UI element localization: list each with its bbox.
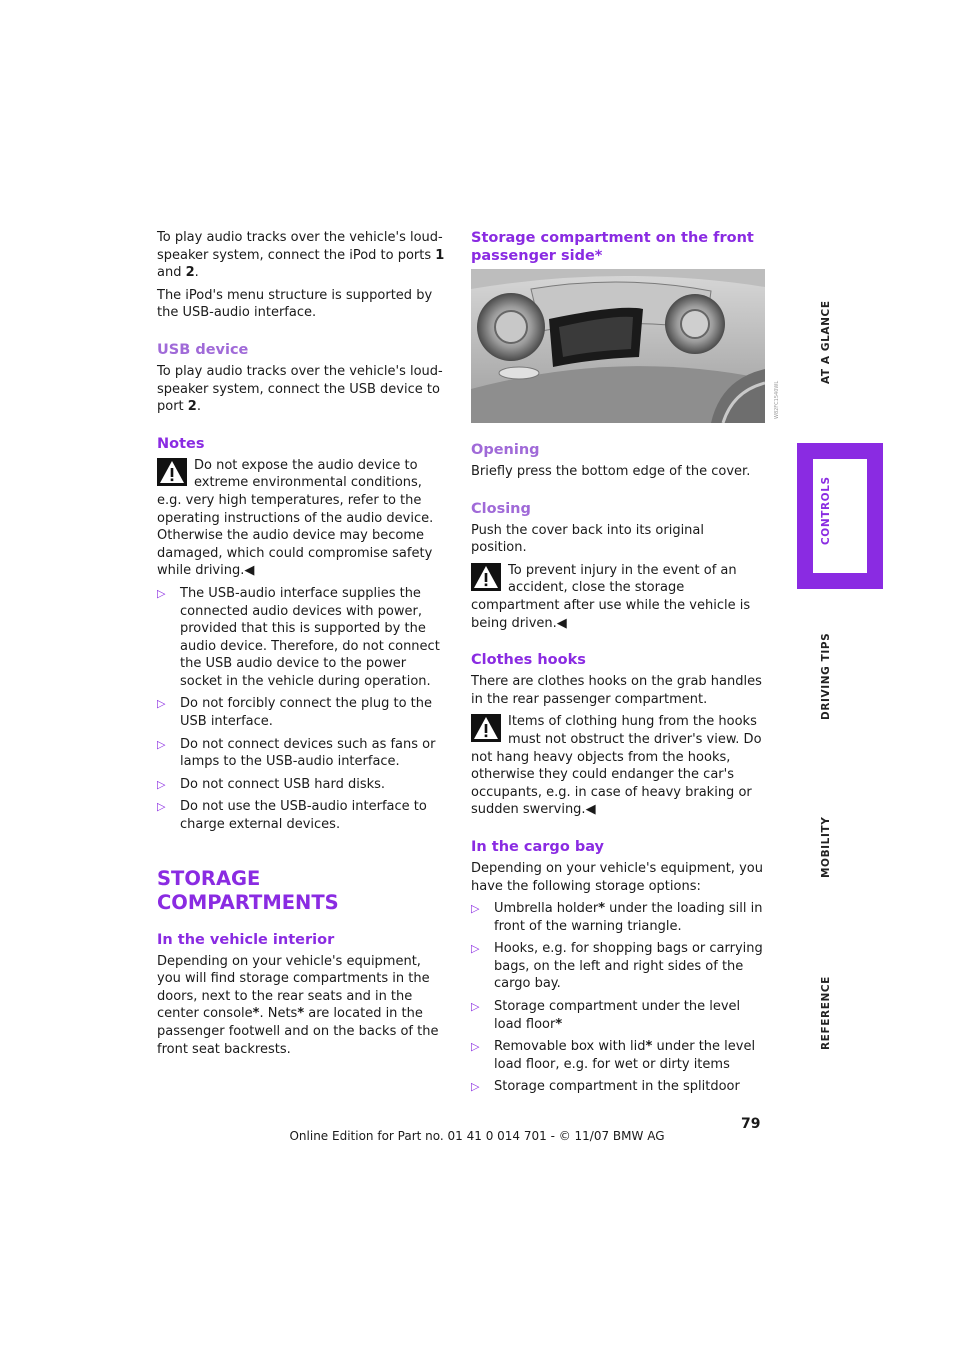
closing-warning: To prevent injury in the event of an accident, close the storage compartment after use while the vehicle is being driven.◀ bbox=[471, 562, 751, 631]
warning-icon bbox=[157, 458, 187, 486]
bullet-arrow-icon: ▷ bbox=[157, 586, 166, 600]
star-icon: * bbox=[598, 901, 606, 917]
usb-device-heading: USB device bbox=[157, 341, 249, 358]
notes-bullet-list bbox=[157, 585, 447, 834]
notes-warning: Do not expose the audio device to extreme environmental conditions, e.g. very high temperatures, refer to the operating instructions of the audio device. Otherwise the audio device may become damaged, which could compromise safety while driving.◀ bbox=[157, 457, 434, 579]
cargo-bay-heading: In the cargo bay bbox=[471, 838, 604, 855]
list-item: ▷ Storage compartment under the level load floor* bbox=[471, 999, 741, 1032]
ipod-menu-paragraph: The iPod's menu structure is supported by the USB-audio interface. bbox=[157, 287, 433, 321]
glovebox-photo bbox=[471, 269, 780, 423]
clothes-hooks-heading: Clothes hooks bbox=[471, 652, 586, 669]
list-item: ▷ Do not connect USB hard disks. bbox=[157, 776, 386, 792]
bullet-arrow-icon: ▷ bbox=[157, 737, 166, 751]
list-item: ▷ Removable box with lid* under the level load floor, e.g. for wet or dirty items bbox=[471, 1039, 756, 1072]
front-compartment-heading: Storage compartment on the front passenger side* bbox=[471, 230, 754, 264]
star-icon: * bbox=[252, 1006, 260, 1022]
closing-heading: Closing bbox=[471, 500, 531, 517]
end-mark-icon: ◀ bbox=[585, 802, 596, 818]
bullet-arrow-icon: ▷ bbox=[471, 1080, 480, 1094]
bullet-arrow-icon: ▷ bbox=[471, 902, 480, 916]
glovebox-illustration bbox=[471, 269, 765, 423]
bullet-arrow-icon: ▷ bbox=[157, 777, 166, 791]
list-item: ▷ Storage compartment in the splitdoor bbox=[471, 1079, 740, 1095]
footer-text: Online Edition for Part no. 01 41 0 014 701 - © 11/07 BMW AG bbox=[289, 1129, 665, 1143]
section-title: STORAGE COMPARTMENTS bbox=[157, 866, 339, 914]
warning-icon bbox=[471, 714, 501, 742]
tab-at-a-glance[interactable]: AT A GLANCE bbox=[820, 300, 832, 384]
clothes-hooks-warning: Items of clothing hung from the hooks must not obstruct the driver's view. Do not hang heavy objects from the hooks, otherwise they could endanger the car's occupants, e.g. in case of heavy braking or sudden swerving.◀ bbox=[471, 714, 762, 818]
right-column bbox=[471, 229, 780, 1101]
warning-icon bbox=[471, 563, 501, 591]
list-item: ▷ The USB-audio interface supplies the connected audio devices with power, provided that this is supported by the audio device. Therefore, do not connect the USB audio device to the power socket in the vehicle during operation. bbox=[157, 585, 440, 689]
bullet-arrow-icon: ▷ bbox=[157, 800, 166, 814]
usb-device-paragraph: To play audio tracks over the vehicle's loudspeaker system, connect the USB device to port 2. bbox=[157, 363, 443, 415]
interior-heading: In the vehicle interior bbox=[157, 931, 335, 948]
clothes-hooks-paragraph: There are clothes hooks on the grab handles in the rear passenger compartment. bbox=[471, 674, 762, 707]
end-mark-icon: ◀ bbox=[244, 563, 255, 579]
tab-controls[interactable]: CONTROLS bbox=[820, 476, 832, 545]
bullet-arrow-icon: ▷ bbox=[471, 1040, 480, 1054]
notes-heading: Notes bbox=[157, 435, 205, 452]
tab-reference[interactable]: REFERENCE bbox=[820, 976, 832, 1050]
bullet-arrow-icon: ▷ bbox=[471, 942, 480, 956]
star-icon: * bbox=[645, 1039, 653, 1055]
left-column bbox=[157, 229, 447, 1063]
opening-heading: Opening bbox=[471, 442, 540, 458]
list-item: ▷ Do not forcibly connect the plug to the USB interface. bbox=[157, 696, 432, 730]
photo-code: W82FC1540WL bbox=[774, 380, 780, 419]
list-item: ▷ Hooks, e.g. for shopping bags or carrying bags, on the left and right sides of the cargo bay. bbox=[471, 941, 763, 992]
bullet-arrow-icon: ▷ bbox=[157, 697, 166, 711]
active-tab-marker bbox=[797, 443, 883, 589]
cargo-bullet-list bbox=[471, 900, 763, 1096]
list-item: ▷ Do not use the USB-audio interface to charge external devices. bbox=[157, 799, 427, 833]
bullet-arrow-icon: ▷ bbox=[471, 1000, 480, 1014]
tab-mobility[interactable]: MOBILITY bbox=[820, 816, 832, 878]
tab-driving-tips[interactable]: DRIVING TIPS bbox=[820, 632, 832, 720]
cargo-bay-paragraph: Depending on your vehicle's equipment, you have the following storage options: bbox=[471, 860, 763, 894]
interior-paragraph: Depending on your vehicle's equipment, you will find storage compartments in the doors, next to the rear seats and in the center console*. Nets* are located in the passenger footwell and on the backs of the front seat backrests. bbox=[157, 953, 439, 1057]
star-icon: * bbox=[555, 1016, 563, 1032]
star-icon: * bbox=[297, 1006, 305, 1022]
ipod-paragraph: To play audio tracks over the vehicle's loudspeaker system, connect the iPod to ports 1 and 2. bbox=[157, 230, 445, 281]
page-number: 79 bbox=[741, 1116, 761, 1132]
opening-paragraph: Briefly press the bottom edge of the cover. bbox=[471, 464, 751, 479]
closing-paragraph: Push the cover back into its original position. bbox=[471, 522, 704, 556]
list-item: ▷ Do not connect devices such as fans or lamps to the USB-audio interface. bbox=[157, 736, 436, 770]
list-item: ▷ Umbrella holder* under the loading sill in front of the warning triangle. bbox=[471, 901, 763, 934]
end-mark-icon: ◀ bbox=[556, 615, 567, 631]
